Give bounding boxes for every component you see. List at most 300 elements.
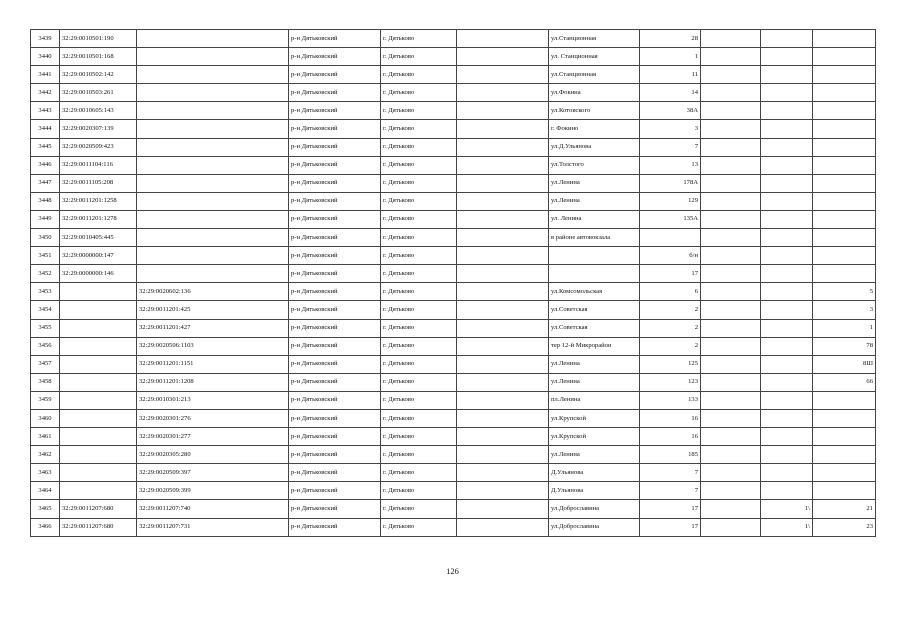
locality-cell xyxy=(457,156,549,174)
apartment-cell xyxy=(813,120,876,138)
table-row xyxy=(31,482,876,500)
cadastral-number-cell xyxy=(60,391,137,409)
locality-cell xyxy=(457,319,549,337)
city-cell: г. Дятьково xyxy=(381,355,457,373)
cadastral-number-cell xyxy=(60,409,137,427)
cadastral-number-cell xyxy=(60,301,137,319)
street-cell: ул. Станционная xyxy=(549,48,640,66)
city-cell: г. Дятьково xyxy=(381,30,457,48)
street-cell: ул.Советская xyxy=(549,319,640,337)
district-cell: р-н Дятьковский xyxy=(289,283,381,301)
city-cell: г. Дятьково xyxy=(381,156,457,174)
building-cell xyxy=(761,301,813,319)
city-cell: г. Дятьково xyxy=(381,319,457,337)
row-number-cell: 3465 xyxy=(31,500,60,518)
row-number-cell: 3456 xyxy=(31,337,60,355)
city-cell: г. Дятьково xyxy=(381,192,457,210)
house-number-cell: 2 xyxy=(640,319,701,337)
street-cell: ул.Ленина xyxy=(549,446,640,464)
house-number-cell: 133 xyxy=(640,391,701,409)
extra-cell-a xyxy=(701,428,761,446)
table-row xyxy=(31,192,876,210)
city-cell: г. Дятьково xyxy=(381,247,457,265)
building-cell xyxy=(761,174,813,192)
locality-cell xyxy=(457,518,549,536)
extra-cell-a xyxy=(701,464,761,482)
district-cell: р-н Дятьковский xyxy=(289,301,381,319)
apartment-cell xyxy=(813,446,876,464)
building-cadastral-number-cell xyxy=(137,138,289,156)
apartment-cell xyxy=(813,210,876,228)
cadastral-number-cell: 32:29:0011201:1258 xyxy=(60,192,137,210)
building-cadastral-number-cell xyxy=(137,265,289,283)
street-cell: г. Фокино xyxy=(549,120,640,138)
locality-cell xyxy=(457,192,549,210)
building-cadastral-number-cell xyxy=(137,84,289,102)
house-number-cell: б/н xyxy=(640,247,701,265)
street-cell: ул.Станционная xyxy=(549,30,640,48)
extra-cell-a xyxy=(701,373,761,391)
table-row xyxy=(31,48,876,66)
table-row xyxy=(31,373,876,391)
row-number-cell: 3449 xyxy=(31,210,60,228)
cadastral-number-cell: 32:29:0011207:680 xyxy=(60,500,137,518)
building-cadastral-number-cell xyxy=(137,48,289,66)
building-cell xyxy=(761,229,813,247)
district-cell: р-н Дятьковский xyxy=(289,156,381,174)
district-cell: р-н Дятьковский xyxy=(289,30,381,48)
apartment-cell: 3 xyxy=(813,301,876,319)
locality-cell xyxy=(457,265,549,283)
cadastral-number-cell: 32:29:0000000:146 xyxy=(60,265,137,283)
city-cell: г. Дятьково xyxy=(381,428,457,446)
locality-cell xyxy=(457,482,549,500)
extra-cell-a xyxy=(701,446,761,464)
extra-cell-a xyxy=(701,120,761,138)
house-number-cell: 17 xyxy=(640,265,701,283)
extra-cell-a xyxy=(701,265,761,283)
city-cell: г. Дятьково xyxy=(381,229,457,247)
table-row xyxy=(31,446,876,464)
row-number-cell: 3447 xyxy=(31,174,60,192)
table-row xyxy=(31,84,876,102)
city-cell: г. Дятьково xyxy=(381,301,457,319)
apartment-cell: 8Ш xyxy=(813,355,876,373)
apartment-cell: 21 xyxy=(813,500,876,518)
cadastral-number-cell: 32:29:0020307:139 xyxy=(60,120,137,138)
building-cadastral-number-cell: 32:29:0011207:740 xyxy=(137,500,289,518)
building-cell xyxy=(761,409,813,427)
locality-cell xyxy=(457,355,549,373)
apartment-cell xyxy=(813,138,876,156)
table-row xyxy=(31,319,876,337)
page-number: 126 xyxy=(446,566,459,576)
city-cell: г. Дятьково xyxy=(381,482,457,500)
cadastral-number-cell: 32:29:0010503:261 xyxy=(60,84,137,102)
table-row xyxy=(31,464,876,482)
house-number-cell: 28 xyxy=(640,30,701,48)
row-number-cell: 3443 xyxy=(31,102,60,120)
cadastral-number-cell xyxy=(60,446,137,464)
building-cell xyxy=(761,156,813,174)
table-row xyxy=(31,337,876,355)
district-cell: р-н Дятьковский xyxy=(289,174,381,192)
row-number-cell: 3450 xyxy=(31,229,60,247)
cadastral-number-cell: 32:29:0011104:116 xyxy=(60,156,137,174)
district-cell: р-н Дятьковский xyxy=(289,48,381,66)
cadastral-number-cell xyxy=(60,428,137,446)
house-number-cell: 125 xyxy=(640,355,701,373)
building-cell xyxy=(761,210,813,228)
house-number-cell: 14 xyxy=(640,84,701,102)
table-row xyxy=(31,265,876,283)
row-number-cell: 3455 xyxy=(31,319,60,337)
district-cell: р-н Дятьковский xyxy=(289,337,381,355)
building-cadastral-number-cell: 32:29:0011201:1151 xyxy=(137,355,289,373)
extra-cell-a xyxy=(701,518,761,536)
city-cell: г. Дятьково xyxy=(381,500,457,518)
district-cell: р-н Дятьковский xyxy=(289,66,381,84)
table-row xyxy=(31,301,876,319)
district-cell: р-н Дятьковский xyxy=(289,120,381,138)
table-row xyxy=(31,409,876,427)
street-cell: ул.Ленина xyxy=(549,373,640,391)
building-cell xyxy=(761,482,813,500)
row-number-cell: 3460 xyxy=(31,409,60,427)
street-cell: Д.Ульянова xyxy=(549,464,640,482)
building-cell: 1\ xyxy=(761,518,813,536)
locality-cell xyxy=(457,66,549,84)
apartment-cell xyxy=(813,84,876,102)
house-number-cell: 185 xyxy=(640,446,701,464)
city-cell: г. Дятьково xyxy=(381,283,457,301)
building-cell xyxy=(761,337,813,355)
locality-cell xyxy=(457,409,549,427)
house-number-cell: 17 xyxy=(640,518,701,536)
district-cell: р-н Дятьковский xyxy=(289,84,381,102)
district-cell: р-н Дятьковский xyxy=(289,229,381,247)
cadastral-number-cell: 32:29:0010501:168 xyxy=(60,48,137,66)
apartment-cell xyxy=(813,156,876,174)
house-number-cell: 16 xyxy=(640,409,701,427)
house-number-cell: 2 xyxy=(640,337,701,355)
building-cadastral-number-cell xyxy=(137,174,289,192)
cadastral-number-cell xyxy=(60,355,137,373)
building-cadastral-number-cell xyxy=(137,247,289,265)
locality-cell xyxy=(457,120,549,138)
cadastral-number-cell xyxy=(60,283,137,301)
extra-cell-a xyxy=(701,48,761,66)
row-number-cell: 3452 xyxy=(31,265,60,283)
city-cell: г. Дятьково xyxy=(381,102,457,120)
street-cell: пл.Ленина xyxy=(549,391,640,409)
table-body xyxy=(31,30,876,537)
row-number-cell: 3448 xyxy=(31,192,60,210)
house-number-cell: 7 xyxy=(640,464,701,482)
locality-cell xyxy=(457,210,549,228)
table-row xyxy=(31,355,876,373)
city-cell: г. Дятьково xyxy=(381,409,457,427)
table-row xyxy=(31,138,876,156)
locality-cell xyxy=(457,48,549,66)
street-cell: ул.Фокина xyxy=(549,84,640,102)
registry-table xyxy=(30,29,876,537)
extra-cell-a xyxy=(701,319,761,337)
apartment-cell: 1 xyxy=(813,319,876,337)
table-row xyxy=(31,518,876,536)
apartment-cell xyxy=(813,174,876,192)
row-number-cell: 3454 xyxy=(31,301,60,319)
house-number-cell: 16 xyxy=(640,428,701,446)
registry-table-sheet xyxy=(30,29,875,537)
apartment-cell: 78 xyxy=(813,337,876,355)
locality-cell xyxy=(457,337,549,355)
building-cadastral-number-cell xyxy=(137,156,289,174)
apartment-cell: 23 xyxy=(813,518,876,536)
cadastral-number-cell xyxy=(60,319,137,337)
building-cadastral-number-cell xyxy=(137,229,289,247)
apartment-cell xyxy=(813,409,876,427)
district-cell: р-н Дятьковский xyxy=(289,464,381,482)
building-cadastral-number-cell xyxy=(137,120,289,138)
table-row xyxy=(31,210,876,228)
building-cadastral-number-cell xyxy=(137,210,289,228)
district-cell: р-н Дятьковский xyxy=(289,138,381,156)
house-number-cell: 129 xyxy=(640,192,701,210)
street-cell: ул.Доброславина xyxy=(549,500,640,518)
extra-cell-a xyxy=(701,174,761,192)
apartment-cell xyxy=(813,265,876,283)
district-cell: р-н Дятьковский xyxy=(289,319,381,337)
house-number-cell: 11 xyxy=(640,66,701,84)
house-number-cell: 178А xyxy=(640,174,701,192)
table-row xyxy=(31,156,876,174)
locality-cell xyxy=(457,247,549,265)
cadastral-number-cell: 32:29:0000000:147 xyxy=(60,247,137,265)
building-cadastral-number-cell xyxy=(137,102,289,120)
table-row xyxy=(31,66,876,84)
city-cell: г. Дятьково xyxy=(381,373,457,391)
building-cell xyxy=(761,283,813,301)
extra-cell-a xyxy=(701,500,761,518)
row-number-cell: 3461 xyxy=(31,428,60,446)
apartment-cell: 5 xyxy=(813,283,876,301)
apartment-cell xyxy=(813,30,876,48)
row-number-cell: 3440 xyxy=(31,48,60,66)
district-cell: р-н Дятьковский xyxy=(289,500,381,518)
extra-cell-a xyxy=(701,229,761,247)
house-number-cell xyxy=(640,229,701,247)
extra-cell-a xyxy=(701,30,761,48)
city-cell: г. Дятьково xyxy=(381,446,457,464)
building-cell xyxy=(761,30,813,48)
city-cell: г. Дятьково xyxy=(381,48,457,66)
row-number-cell: 3466 xyxy=(31,518,60,536)
cadastral-number-cell: 32:29:0010605:143 xyxy=(60,102,137,120)
cadastral-number-cell: 32:29:0011201:1278 xyxy=(60,210,137,228)
building-cadastral-number-cell: 32:29:0020509:399 xyxy=(137,482,289,500)
extra-cell-a xyxy=(701,84,761,102)
house-number-cell: 38А xyxy=(640,102,701,120)
cadastral-number-cell xyxy=(60,373,137,391)
building-cell xyxy=(761,373,813,391)
district-cell: р-н Дятьковский xyxy=(289,446,381,464)
table-row xyxy=(31,247,876,265)
building-cell xyxy=(761,192,813,210)
district-cell: р-н Дятьковский xyxy=(289,265,381,283)
row-number-cell: 3458 xyxy=(31,373,60,391)
extra-cell-a xyxy=(701,283,761,301)
building-cell xyxy=(761,391,813,409)
house-number-cell: 7 xyxy=(640,482,701,500)
building-cell xyxy=(761,265,813,283)
table-row xyxy=(31,30,876,48)
city-cell: г. Дятьково xyxy=(381,337,457,355)
cadastral-number-cell xyxy=(60,337,137,355)
city-cell: г. Дятьково xyxy=(381,518,457,536)
row-number-cell: 3446 xyxy=(31,156,60,174)
street-cell: ул.Котовского xyxy=(549,102,640,120)
house-number-cell: 2 xyxy=(640,301,701,319)
locality-cell xyxy=(457,84,549,102)
city-cell: г. Дятьково xyxy=(381,84,457,102)
apartment-cell xyxy=(813,102,876,120)
city-cell: г. Дятьково xyxy=(381,174,457,192)
building-cell xyxy=(761,138,813,156)
row-number-cell: 3463 xyxy=(31,464,60,482)
building-cell xyxy=(761,319,813,337)
extra-cell-a xyxy=(701,66,761,84)
building-cell xyxy=(761,84,813,102)
cadastral-number-cell: 32:29:0011105:208 xyxy=(60,174,137,192)
locality-cell xyxy=(457,446,549,464)
building-cadastral-number-cell: 32:29:0020305:280 xyxy=(137,446,289,464)
building-cell xyxy=(761,120,813,138)
extra-cell-a xyxy=(701,102,761,120)
house-number-cell: 1 xyxy=(640,48,701,66)
district-cell: р-н Дятьковский xyxy=(289,373,381,391)
street-cell xyxy=(549,265,640,283)
street-cell: в районе автовокзала xyxy=(549,229,640,247)
city-cell: г. Дятьково xyxy=(381,210,457,228)
locality-cell xyxy=(457,391,549,409)
house-number-cell: 6 xyxy=(640,283,701,301)
extra-cell-a xyxy=(701,409,761,427)
locality-cell xyxy=(457,174,549,192)
extra-cell-a xyxy=(701,355,761,373)
district-cell: р-н Дятьковский xyxy=(289,518,381,536)
row-number-cell: 3442 xyxy=(31,84,60,102)
table-row xyxy=(31,428,876,446)
apartment-cell xyxy=(813,192,876,210)
street-cell: ул.Крупской xyxy=(549,428,640,446)
building-cell: 1\ xyxy=(761,500,813,518)
apartment-cell xyxy=(813,48,876,66)
table-row xyxy=(31,229,876,247)
street-cell: ул.Комсомольская xyxy=(549,283,640,301)
city-cell: г. Дятьково xyxy=(381,391,457,409)
building-cell xyxy=(761,464,813,482)
street-cell: ул.Ленина xyxy=(549,174,640,192)
city-cell: г. Дятьково xyxy=(381,138,457,156)
row-number-cell: 3439 xyxy=(31,30,60,48)
locality-cell xyxy=(457,301,549,319)
building-cell xyxy=(761,102,813,120)
cadastral-number-cell: 32:29:0011207:680 xyxy=(60,518,137,536)
street-cell: ул. Ленина xyxy=(549,210,640,228)
building-cell xyxy=(761,66,813,84)
locality-cell xyxy=(457,283,549,301)
district-cell: р-н Дятьковский xyxy=(289,210,381,228)
row-number-cell: 3451 xyxy=(31,247,60,265)
locality-cell xyxy=(457,373,549,391)
locality-cell xyxy=(457,428,549,446)
building-cadastral-number-cell xyxy=(137,192,289,210)
table-row xyxy=(31,391,876,409)
extra-cell-a xyxy=(701,138,761,156)
street-cell: ул.Толстого xyxy=(549,156,640,174)
row-number-cell: 3444 xyxy=(31,120,60,138)
house-number-cell: 7 xyxy=(640,138,701,156)
city-cell: г. Дятьково xyxy=(381,464,457,482)
row-number-cell: 3462 xyxy=(31,446,60,464)
table-row xyxy=(31,120,876,138)
extra-cell-a xyxy=(701,247,761,265)
street-cell: ул.Советская xyxy=(549,301,640,319)
district-cell: р-н Дятьковский xyxy=(289,409,381,427)
cadastral-number-cell xyxy=(60,482,137,500)
extra-cell-a xyxy=(701,301,761,319)
street-cell: ул.Доброславина xyxy=(549,518,640,536)
district-cell: р-н Дятьковский xyxy=(289,482,381,500)
building-cell xyxy=(761,446,813,464)
locality-cell xyxy=(457,464,549,482)
cadastral-number-cell: 32:29:0010405:445 xyxy=(60,229,137,247)
building-cadastral-number-cell: 32:29:0020509:397 xyxy=(137,464,289,482)
building-cell xyxy=(761,48,813,66)
locality-cell xyxy=(457,138,549,156)
locality-cell xyxy=(457,500,549,518)
house-number-cell: 13 xyxy=(640,156,701,174)
row-number-cell: 3453 xyxy=(31,283,60,301)
row-number-cell: 3441 xyxy=(31,66,60,84)
apartment-cell xyxy=(813,428,876,446)
cadastral-number-cell: 32:29:0010501:190 xyxy=(60,30,137,48)
locality-cell xyxy=(457,102,549,120)
building-cadastral-number-cell: 32:29:0011201:425 xyxy=(137,301,289,319)
table-row xyxy=(31,500,876,518)
apartment-cell xyxy=(813,482,876,500)
locality-cell xyxy=(457,229,549,247)
apartment-cell xyxy=(813,66,876,84)
apartment-cell xyxy=(813,391,876,409)
apartment-cell: 66 xyxy=(813,373,876,391)
row-number-cell: 3459 xyxy=(31,391,60,409)
district-cell: р-н Дятьковский xyxy=(289,102,381,120)
extra-cell-a xyxy=(701,482,761,500)
table-row xyxy=(31,283,876,301)
city-cell: г. Дятьково xyxy=(381,120,457,138)
street-cell: ул.Крупской xyxy=(549,409,640,427)
row-number-cell: 3457 xyxy=(31,355,60,373)
district-cell: р-н Дятьковский xyxy=(289,391,381,409)
table-row xyxy=(31,102,876,120)
building-cadastral-number-cell: 32:29:0020602:136 xyxy=(137,283,289,301)
extra-cell-a xyxy=(701,391,761,409)
building-cadastral-number-cell: 32:29:0010301:213 xyxy=(137,391,289,409)
building-cell xyxy=(761,428,813,446)
district-cell: р-н Дятьковский xyxy=(289,192,381,210)
